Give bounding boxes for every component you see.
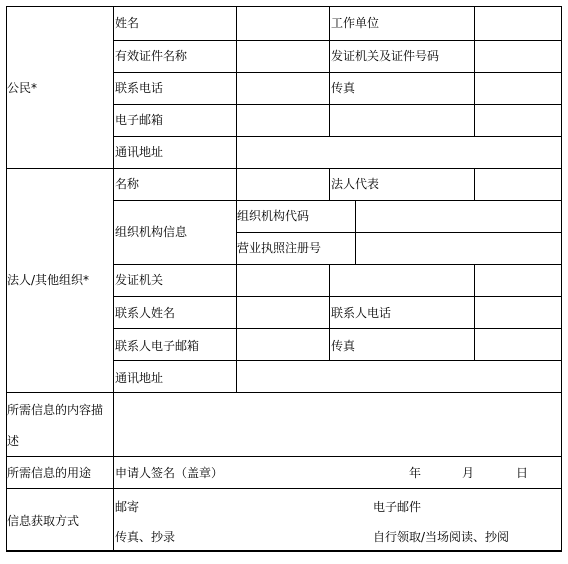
row-divider	[113, 264, 562, 265]
table-border-bottom	[6, 550, 562, 552]
date-year-label: 年	[409, 466, 422, 480]
citizen-name-label: 姓名	[115, 16, 140, 30]
citizen-phone-label: 联系电话	[115, 81, 164, 95]
method-option-fax-copy[interactable]: 传真、抄录	[115, 530, 176, 544]
legal-address-label: 通讯地址	[115, 371, 164, 385]
contact-email-label: 联系人电子邮箱	[115, 339, 200, 353]
issuing-authority-field[interactable]	[237, 265, 328, 296]
biz-license-field[interactable]	[356, 233, 561, 264]
section-divider	[6, 488, 562, 489]
org-code-label: 组织机构代码	[237, 209, 310, 223]
citizen-id-authority-field[interactable]	[475, 41, 561, 72]
legal-fax-field[interactable]	[475, 329, 561, 360]
column-divider	[329, 264, 330, 360]
column-divider	[329, 6, 330, 136]
issuing-authority-label: 发证机关	[115, 273, 164, 287]
citizen-name-field[interactable]	[237, 7, 328, 40]
citizen-email-label: 电子邮箱	[115, 113, 164, 127]
method-option-self-pickup[interactable]: 自行领取/当场阅读、抄阅	[373, 530, 510, 544]
citizen-work-unit-label: 工作单位	[331, 16, 380, 30]
legal-name-field[interactable]	[237, 169, 328, 200]
legal-name-label: 名称	[115, 177, 140, 191]
citizen-address-field[interactable]	[237, 137, 561, 168]
citizen-id-name-field[interactable]	[237, 41, 328, 72]
citizen-fax-label: 传真	[331, 81, 356, 95]
column-divider	[113, 6, 114, 552]
biz-license-label: 营业执照注册号	[237, 241, 322, 255]
contact-phone-label: 联系人电话	[331, 306, 392, 320]
contact-name-field[interactable]	[237, 297, 328, 328]
column-divider	[329, 168, 330, 200]
contact-email-field[interactable]	[237, 329, 328, 360]
citizen-id-name-label: 有效证件名称	[115, 49, 188, 63]
citizen-address-label: 通讯地址	[115, 145, 164, 159]
contact-name-label: 联系人姓名	[115, 306, 176, 320]
content-description-field[interactable]	[114, 393, 561, 456]
date-day-label: 日	[516, 466, 529, 480]
signature-field[interactable]	[225, 457, 400, 488]
method-option-email[interactable]: 电子邮件	[373, 500, 422, 514]
legal-fax-label: 传真	[331, 339, 356, 353]
org-info-label: 组织机构信息	[115, 225, 188, 239]
method-label: 信息获取方式	[7, 514, 80, 528]
signature-label: 申请人签名（盖章）	[115, 466, 224, 480]
date-month-label: 月	[462, 466, 475, 480]
citizen-email-field[interactable]	[237, 105, 328, 136]
contact-phone-field[interactable]	[475, 297, 561, 328]
citizen-id-authority-label: 发证机关及证件号码	[331, 49, 440, 63]
legal-section-label: 法人/其他组织*	[7, 273, 90, 287]
citizen-phone-field[interactable]	[237, 73, 328, 104]
legal-address-field[interactable]	[237, 361, 561, 392]
citizen-fax-field[interactable]	[475, 73, 561, 104]
method-option-mail[interactable]: 邮寄	[115, 500, 140, 514]
legal-rep-label: 法人代表	[331, 177, 380, 191]
citizen-work-unit-field[interactable]	[475, 7, 561, 40]
table-border-right	[561, 6, 562, 552]
citizen-section-label: 公民*	[7, 81, 38, 95]
legal-rep-field[interactable]	[475, 169, 561, 200]
org-code-field[interactable]	[356, 201, 561, 232]
content-description-label-cont: 述	[7, 434, 20, 448]
purpose-label: 所需信息的用途	[7, 466, 92, 480]
row-divider	[113, 104, 562, 105]
content-description-label: 所需信息的内容描	[7, 403, 104, 417]
